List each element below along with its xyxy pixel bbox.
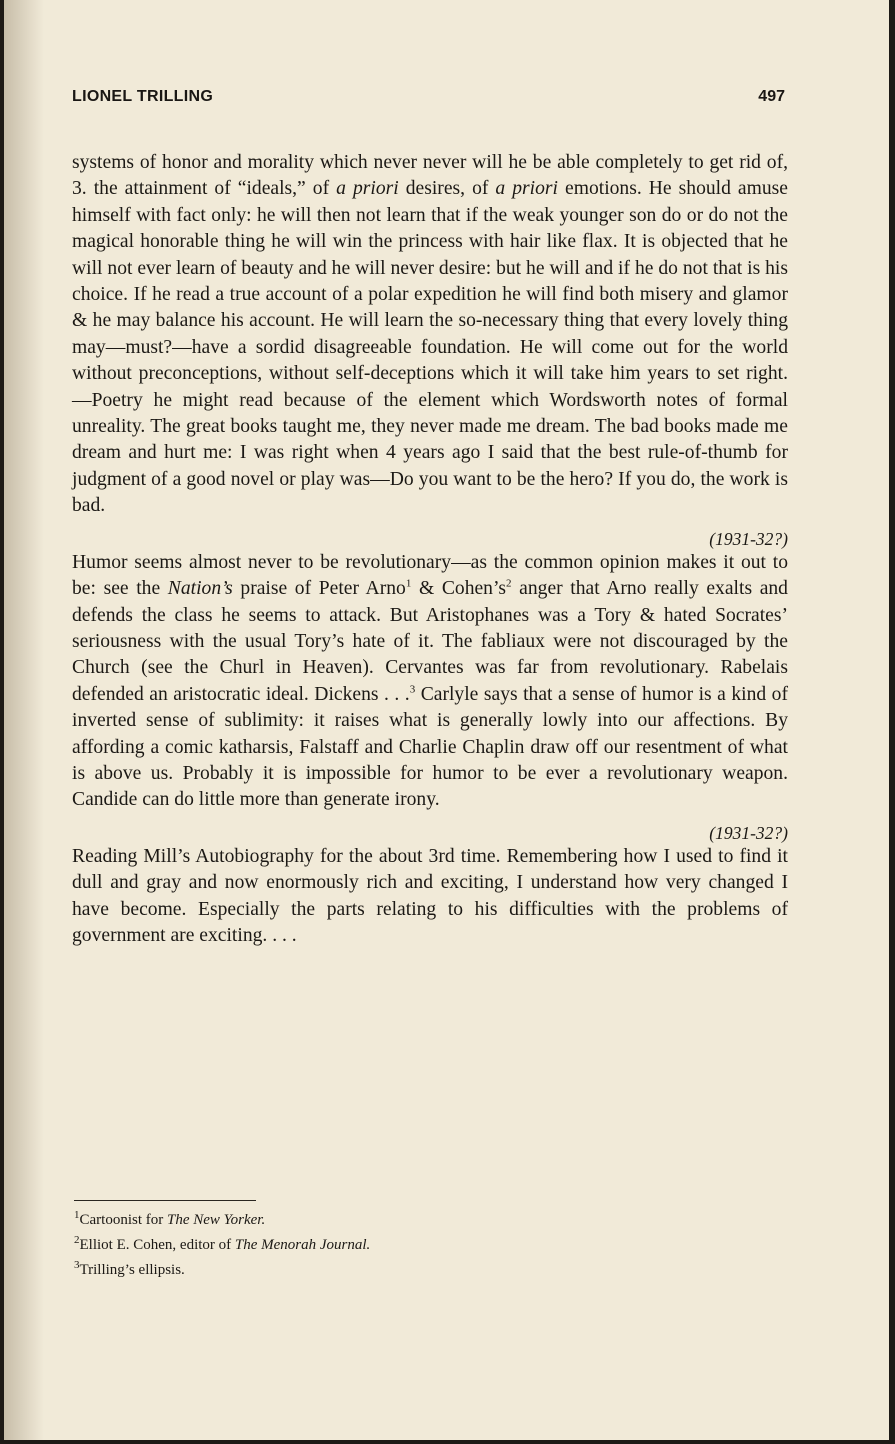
footnotes <box>74 1208 370 1283</box>
paragraph <box>72 550 788 814</box>
running-head-author: LIONEL TRILLING <box>72 88 214 105</box>
text-run: praise of Peter Arno <box>232 578 406 600</box>
page-spine-shadow <box>4 0 44 1440</box>
entry-date: (1931-32?) <box>709 528 788 549</box>
footnote-marker: 2 <box>506 577 512 590</box>
text-run: systems of honor and morality which never never will he be able completely to get rid of, 3. the attainment of “ideals,” of <box>72 152 788 200</box>
footnote <box>74 1208 370 1233</box>
footnote-marker: 3 <box>74 1259 80 1271</box>
footnote <box>74 1233 370 1258</box>
text-run: Humor seems almost never to be revolutionary—as the common opinion makes it out to be: see the <box>72 551 788 600</box>
footnote-marker: 1 <box>405 577 412 590</box>
italic-text: a priori <box>495 178 558 200</box>
italic-text: The New Yorker. <box>167 1212 266 1228</box>
text-run: Carlyle says that a sense of humor is a kind of inverted sense of sublimity: it raises what is generally lowly into our affections. By affording a comic katharsis, Falstaff and Charlie Chaplin draw off our resentment of what is above us. Probably it is impossible for humor to be ever a revolutionary weapon. Candide can do little more than generate irony. <box>72 683 789 811</box>
text-run: desires, of <box>398 178 496 200</box>
main-text <box>72 150 788 949</box>
italic-text: The Menorah Journal. <box>234 1237 371 1253</box>
footnote <box>74 1258 370 1283</box>
text-run: Reading Mill’s Autobiography for the about 3rd time. Remembering how I used to find it dull and gray and now enormously rich and exciting, I understand how very changed I have become. Especially the parts relating to his difficulties with the problems of government are exciting. . . . <box>72 845 788 946</box>
page-number: 497 <box>758 88 785 105</box>
footnote-marker: 3 <box>409 683 416 696</box>
entry-date: (1931-32?) <box>709 822 788 843</box>
footnote-marker: 1 <box>74 1209 80 1221</box>
book-page <box>4 0 889 1440</box>
italic-text: Nation’s <box>167 578 233 600</box>
footnote-rule <box>74 1200 256 1201</box>
italic-text: a priori <box>336 178 399 200</box>
text-run: emotions. He should amuse himself with fact only: he will then not learn that if the weak younger son do or do not the magical honorable thing he will win the princess with hair like flax. It is objected that he will not ever learn of beauty and he will never desire: but he will and if he do not that is his choice. If he read a true account of a polar expedition he will find both misery and glamor & he may balance his account. He will learn the so-necessary thing that every lovely thing may—must?—have a sordid disagreeable foundation. He will come out for the world without preconceptions, without self-deceptions which it will take him years to set right. —Poetry he might read because of the element which Wordsworth notes of formal unreality. The great books taught me, they never made me dream. The bad books made me dream and hurt me: I was right when 4 years ago I said that the best rule-of-thumb for judgment of a good novel or play was—Do you want to be the hero? If you do, the work is bad. <box>72 178 788 517</box>
footnote-marker: 2 <box>74 1234 80 1246</box>
text-run: anger that Arno really exalts and defends the class he seems to attack. But Aristophanes was a Tory & hated Socrates’ seriousness with the usual Tory’s hate of it. The fabliaux were not discouraged by the Church (see the Churl in Heaven). Cervantes was far from revolutionary. Rabelais defended an aristocratic ideal. Dickens . . . <box>72 578 788 705</box>
text-run: Cartoonist for <box>79 1212 167 1228</box>
text-run: & Cohen’s <box>411 578 507 600</box>
paragraph <box>72 844 788 950</box>
text-run: Trilling’s ellipsis. <box>79 1262 185 1278</box>
text-run: Elliot E. Cohen, editor of <box>79 1237 235 1253</box>
paragraph <box>72 150 788 520</box>
